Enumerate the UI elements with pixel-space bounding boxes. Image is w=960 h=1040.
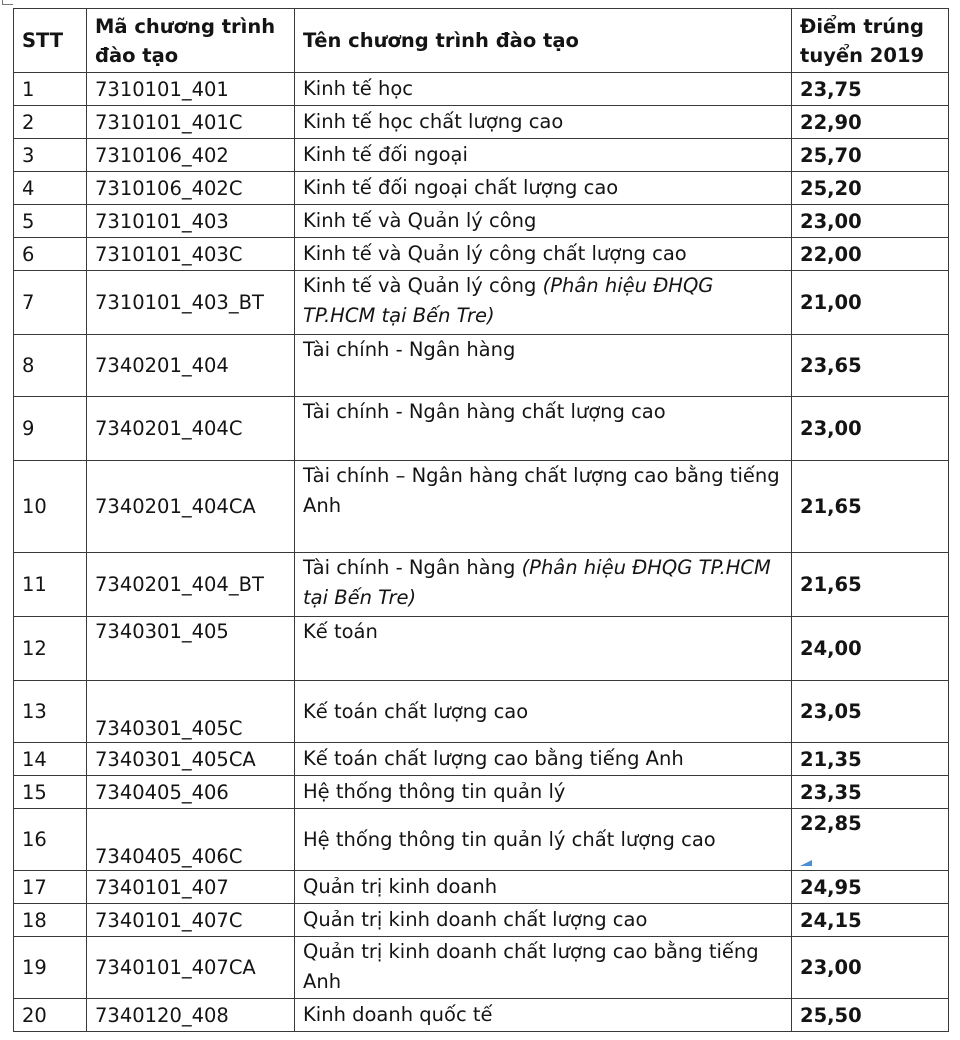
cell-code: 7340301_405CA — [87, 743, 295, 776]
cell-score: 25,70 — [792, 139, 949, 172]
cell-name — [295, 937, 792, 999]
cell-stt: 13 — [14, 681, 87, 743]
cell-score: 23,05 — [792, 681, 949, 743]
cell-name — [295, 397, 792, 461]
cell-name — [295, 139, 792, 172]
cell-stt: 20 — [14, 999, 87, 1032]
table-row — [14, 205, 949, 238]
table-row — [14, 776, 949, 809]
cursor-mark — [800, 860, 812, 866]
cell-score: 23,75 — [792, 73, 949, 106]
cell-code: 7340101_407 — [87, 871, 295, 904]
cell-stt: 9 — [14, 397, 87, 461]
cell-code: 7340120_408 — [87, 999, 295, 1032]
program-name: Hệ thống thông tin quản lý chất lượng cao — [303, 827, 716, 851]
cell-code: 7340201_404C — [87, 397, 295, 461]
cell-score: 23,00 — [792, 937, 949, 999]
table-row — [14, 937, 949, 999]
cell-code: 7310106_402 — [87, 139, 295, 172]
table-row — [14, 553, 949, 617]
cell-stt: 2 — [14, 106, 87, 139]
cell-score: 21,00 — [792, 271, 949, 335]
cell-code: 7310101_403C — [87, 238, 295, 271]
program-name: Quản trị kinh doanh chất lượng cao bằng tiếng Anh — [303, 940, 759, 993]
cell-stt: 5 — [14, 205, 87, 238]
cell-name — [295, 335, 792, 397]
cell-name — [295, 238, 792, 271]
cell-name — [295, 271, 792, 335]
cell-code: 7340405_406C — [87, 809, 295, 871]
program-name: Kinh tế đối ngoại — [303, 143, 468, 166]
program-note: (Phân hiệu ĐHQG TP.HCM tại Bến Tre) — [303, 556, 771, 609]
program-name: Tài chính - Ngân hàng — [303, 338, 516, 361]
cell-stt: 7 — [14, 271, 87, 335]
cell-stt: 18 — [14, 904, 87, 937]
table-row — [14, 172, 949, 205]
program-name: Quản trị kinh doanh chất lượng cao — [303, 908, 648, 931]
header-name: Tên chương trình đào tạo — [295, 9, 792, 73]
cell-code: 7340201_404CA — [87, 461, 295, 553]
cell-code: 7310101_401 — [87, 73, 295, 106]
admission-score-table — [13, 8, 949, 1032]
cell-name — [295, 617, 792, 681]
cell-stt: 16 — [14, 809, 87, 871]
cell-score: 25,50 — [792, 999, 949, 1032]
cell-code: 7310101_401C — [87, 106, 295, 139]
program-name: Kinh tế học — [303, 77, 413, 100]
cell-stt: 8 — [14, 335, 87, 397]
cell-score: 23,35 — [792, 776, 949, 809]
cell-score: 21,65 — [792, 553, 949, 617]
program-name: Hệ thống thông tin quản lý — [303, 780, 566, 803]
header-score: Điểm trúng tuyển 2019 — [792, 9, 949, 73]
cell-code: 7340101_407C — [87, 904, 295, 937]
cell-code: 7310106_402C — [87, 172, 295, 205]
program-name: Kinh tế và Quản lý công chất lượng cao — [303, 242, 687, 265]
cell-score: 24,00 — [792, 617, 949, 681]
program-name: Kinh tế và Quản lý công — [303, 209, 537, 232]
cell-name — [295, 999, 792, 1032]
program-name: Kế toán — [303, 620, 378, 643]
cell-score: 25,20 — [792, 172, 949, 205]
cell-score: 21,35 — [792, 743, 949, 776]
cell-name — [295, 73, 792, 106]
header-row — [14, 9, 949, 73]
program-name: Kinh doanh quốc tế — [303, 1003, 493, 1026]
cell-code: 7340301_405 — [87, 617, 295, 681]
cell-stt: 15 — [14, 776, 87, 809]
cell-stt: 1 — [14, 73, 87, 106]
cell-name — [295, 743, 792, 776]
cell-stt: 12 — [14, 617, 87, 681]
cell-score: 22,90 — [792, 106, 949, 139]
cell-code: 7340301_405C — [87, 681, 295, 743]
table-row — [14, 999, 949, 1032]
cell-score: 23,00 — [792, 205, 949, 238]
table-row — [14, 871, 949, 904]
table-row — [14, 904, 949, 937]
cell-name — [295, 871, 792, 904]
cell-stt: 3 — [14, 139, 87, 172]
cell-name — [295, 205, 792, 238]
cell-code: 7310101_403_BT — [87, 271, 295, 335]
table-body — [14, 73, 949, 1032]
cell-name — [295, 553, 792, 617]
cell-score: 24,15 — [792, 904, 949, 937]
program-name: Kế toán chất lượng cao — [303, 699, 529, 723]
table-row — [14, 681, 949, 743]
cell-name — [295, 809, 792, 871]
cell-score: 24,95 — [792, 871, 949, 904]
cell-name — [295, 681, 792, 743]
program-name: Tài chính – Ngân hàng chất lượng cao bằng tiếng Anh — [303, 464, 780, 517]
cell-score: 22,85 — [792, 809, 949, 871]
cell-name — [295, 776, 792, 809]
cell-name — [295, 172, 792, 205]
cell-name — [295, 904, 792, 937]
cell-stt: 6 — [14, 238, 87, 271]
cell-score: 22,00 — [792, 238, 949, 271]
cell-code: 7340201_404_BT — [87, 553, 295, 617]
cell-score: 23,00 — [792, 397, 949, 461]
cell-code: 7310101_403 — [87, 205, 295, 238]
table-row — [14, 106, 949, 139]
cell-stt: 14 — [14, 743, 87, 776]
cell-stt: 11 — [14, 553, 87, 617]
corner-mark — [2, 0, 13, 5]
cell-stt: 10 — [14, 461, 87, 553]
table-row — [14, 73, 949, 106]
table-row — [14, 617, 949, 681]
table-row — [14, 238, 949, 271]
program-name: Tài chính - Ngân hàng chất lượng cao — [303, 400, 666, 423]
table-row — [14, 743, 949, 776]
program-name: Kinh tế học chất lượng cao — [303, 110, 564, 133]
cell-stt: 17 — [14, 871, 87, 904]
header-code: Mã chương trình đào tạo — [87, 9, 295, 73]
cell-name — [295, 106, 792, 139]
cell-code: 7340405_406 — [87, 776, 295, 809]
program-name: Quản trị kinh doanh — [303, 875, 498, 898]
cell-code: 7340101_407CA — [87, 937, 295, 999]
cell-stt: 19 — [14, 937, 87, 999]
header-stt: STT — [14, 9, 87, 73]
cell-stt: 4 — [14, 172, 87, 205]
cell-name — [295, 461, 792, 553]
program-name: Tài chính - Ngân hàng — [303, 556, 516, 579]
program-name: Kinh tế đối ngoại chất lượng cao — [303, 176, 619, 199]
cell-score: 23,65 — [792, 335, 949, 397]
table-row — [14, 271, 949, 335]
table-row — [14, 461, 949, 553]
program-name: Kế toán chất lượng cao bằng tiếng Anh — [303, 747, 684, 770]
program-name: Kinh tế và Quản lý công — [303, 274, 537, 297]
cell-score: 21,65 — [792, 461, 949, 553]
table-row — [14, 397, 949, 461]
program-note: (Phân hiệu ĐHQG TP.HCM tại Bến Tre) — [303, 274, 714, 327]
table-row — [14, 139, 949, 172]
cell-code: 7340201_404 — [87, 335, 295, 397]
table-row — [14, 335, 949, 397]
